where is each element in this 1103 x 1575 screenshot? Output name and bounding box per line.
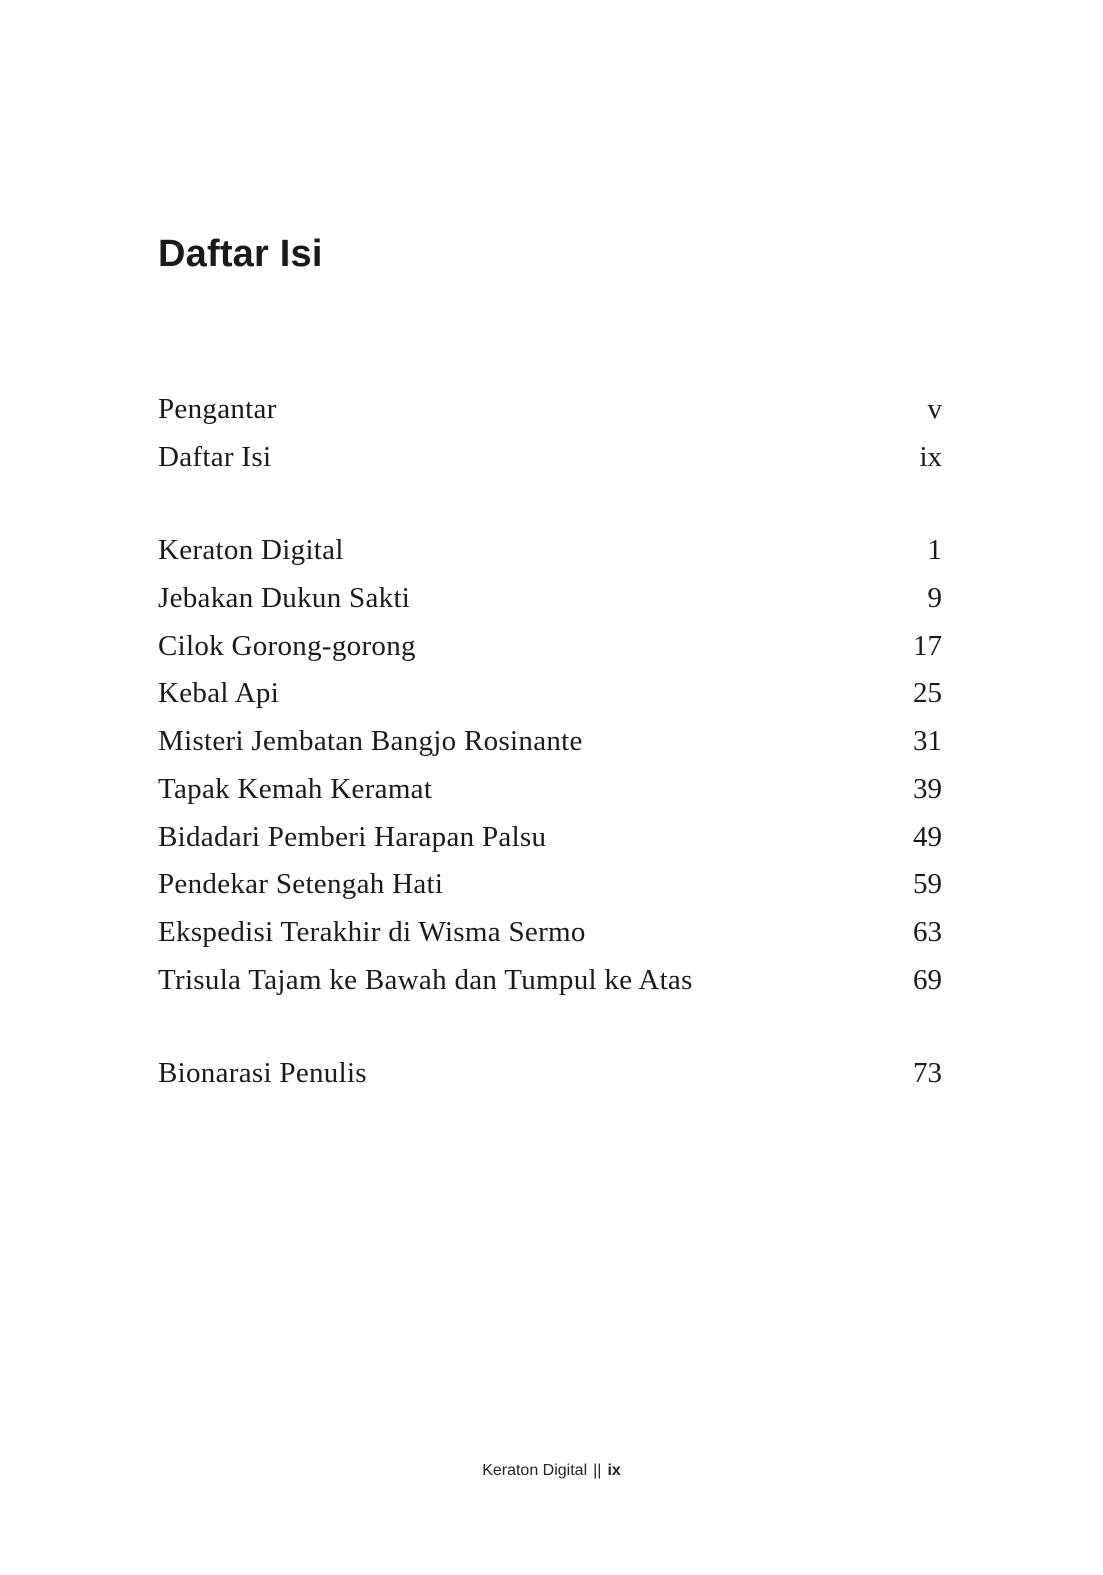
toc-entry-page: v: [927, 393, 942, 425]
toc-entry-title: Bionarasi Penulis: [158, 1057, 367, 1090]
toc-entry-page: 25: [913, 677, 942, 710]
toc-entry: [158, 718, 942, 766]
toc-entry: [158, 766, 942, 814]
toc-entry-page: 69: [913, 963, 942, 996]
footer-book-title: Keraton Digital: [482, 1462, 588, 1479]
toc-entry-page: 31: [913, 725, 942, 758]
toc-entry-title: Jebakan Dukun Sakti: [158, 582, 411, 615]
toc-entry: [158, 957, 942, 1005]
toc-entry-title: Ekspedisi Terakhir di Wisma Sermo: [158, 915, 586, 948]
toc-entry-page: 59: [913, 868, 942, 901]
toc-entry: [158, 434, 942, 482]
toc-entry-title: Pendekar Setengah Hati: [158, 868, 444, 901]
toc-entry-title: Kebal Api: [158, 677, 280, 710]
footer-page-number: ix: [607, 1462, 621, 1479]
toc-entry: [158, 575, 942, 623]
toc-entry-title: Tapak Kemah Keramat: [158, 772, 433, 805]
toc-entry-title: Bidadari Pemberi Harapan Palsu: [158, 820, 547, 853]
toc-front-matter: [158, 386, 942, 481]
toc-entry: [158, 623, 942, 671]
toc-entry: [158, 861, 942, 909]
toc-entry-title: Keraton Digital: [158, 534, 344, 567]
toc-entry-title: Daftar Isi: [158, 440, 272, 473]
toc-entry: [158, 386, 942, 434]
page-footer: [0, 1460, 1103, 1482]
toc-entry: [158, 670, 942, 718]
toc-entry: [158, 1050, 942, 1098]
toc-entry-page: 49: [913, 820, 942, 853]
toc-back-matter: [158, 1050, 942, 1098]
toc-entry-title: Cilok Gorong-gorong: [158, 629, 416, 662]
page-title: Daftar Isi: [158, 233, 323, 275]
toc-entry-page: 17: [913, 629, 942, 662]
toc-entry-page: 1: [927, 534, 942, 567]
toc-entry: [158, 527, 942, 575]
toc-entry-title: Pengantar: [158, 393, 277, 425]
toc-entry-title: Misteri Jembatan Bangjo Rosinante: [158, 725, 583, 758]
toc-entry-page: 9: [927, 582, 942, 615]
toc-entry-title: Trisula Tajam ke Bawah dan Tumpul ke Atas: [158, 963, 693, 996]
toc-entry: [158, 909, 942, 957]
table-of-contents: [158, 386, 942, 1098]
toc-entry-page: 39: [913, 772, 942, 805]
footer-separator: ||: [593, 1462, 602, 1479]
toc-chapters: [158, 527, 942, 1004]
toc-entry-page: 63: [913, 915, 942, 948]
toc-entry-page: 73: [913, 1057, 942, 1090]
toc-entry: [158, 814, 942, 862]
toc-entry-page: ix: [919, 440, 942, 473]
